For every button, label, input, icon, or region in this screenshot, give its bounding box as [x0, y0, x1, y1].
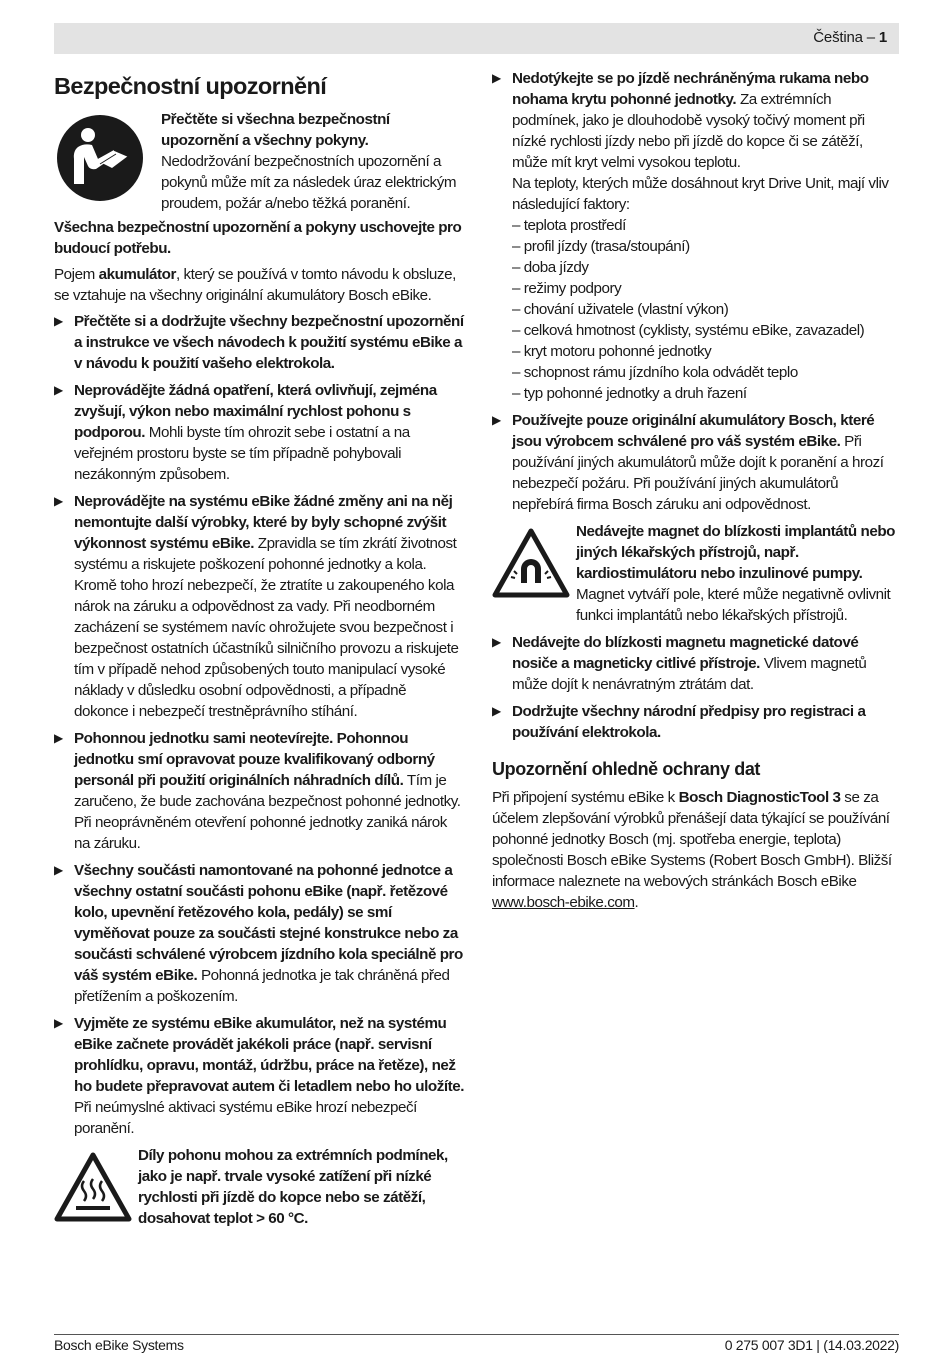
read-manual-icon — [56, 114, 144, 202]
list-item: – typ pohonné jednotky a druh řazení — [512, 383, 900, 404]
list-item: – profil jízdy (trasa/stoupání) — [512, 236, 900, 257]
intro-body: Nedodržování bezpečnostních upozornění a pokynů může mít za následek úraz elektrickým proudem, požár a/nebo těžká poranění. — [161, 153, 457, 212]
bullet-arrow-icon: ▶ — [492, 413, 501, 427]
bullet-arrow-icon: ▶ — [54, 383, 63, 397]
bullet-arrow-icon: ▶ — [492, 704, 501, 718]
bullet-arrow-icon: ▶ — [54, 494, 63, 508]
page-header — [813, 29, 887, 46]
intro-bold: Přečtěte si všechna bezpečnostní upozornění a všechny pokyny. — [161, 111, 390, 149]
magnet-warning-text: Nedávejte magnet do blízkosti implantátů nebo jiných lékařských přístrojů, např. kardiostimulátoru nebo inzulinové pumpy. Magnet vytváří pole, které může negativně ovlivnit funkci implantátů nebo lékařských přístrojů. — [576, 523, 895, 624]
safety-bullet: ▶ Dodržujte všechny národní předpisy pro registraci a používání elektrokola. — [492, 703, 866, 741]
bullet-arrow-icon: ▶ — [492, 71, 501, 85]
bullet-arrow-icon: ▶ — [54, 314, 63, 328]
list-item: – celková hmotnost (cyklisty, systému eBike, zavazadel) — [512, 320, 900, 341]
hot-surface-icon — [54, 1151, 132, 1223]
intro-block — [54, 109, 464, 214]
safety-bullet: ▶ Pohonnou jednotku sami neotevírejte. Pohonnou jednotku smí opravovat pouze kvalifikovaný odborný personál při použití originálních náhradních dílů. Tím je zaručeno, že bude zachována bezpečnost pohonné jednotky. Při neoprávněném otevření pohonné jednotky zaniká nárok na záruku. — [54, 730, 461, 852]
data-protection-text: Při připojení systému eBike k Bosch DiagnosticTool 3 se za účelem zlepšování výrobků přenášejí data týkající se používání pohonné jednotky Bosch (mj. spotřeba energie, teplota) společnosti Bosch eBike Systems (Robert Bosch GmbH). Bližší informace naleznete na webových stránkách Bosch eBike www.bosch-ebike.com. — [492, 789, 892, 911]
bullet-arrow-icon: ▶ — [54, 1016, 63, 1030]
intro-text — [161, 109, 461, 214]
list-item: – doba jízdy — [512, 257, 900, 278]
page-title: Bezpečnostní upozornění — [54, 73, 327, 99]
hot-surface-warning — [54, 1145, 464, 1229]
safety-bullet: ▶ Vyjměte ze systému eBike akumulátor, než na systému eBike začnete provádět jakékoli práce (např. servisní prohlídku, opravu, montáž, údržbu, práce na řetěze), než ho budete přepravovat autem či letadlem nebo ho uložíte. Při neúmyslné aktivaci systému eBike hrozí nebezpečí poranění. — [54, 1015, 464, 1137]
hot-warning-text: Díly pohonu mohou za extrémních podmínek, jako je např. trvale vysoké zatížení při nízké rychlosti při jízdě do kopce nebo se zátěží, dosahovat teplot > 60 °C. — [138, 1147, 448, 1227]
page-number: 1 — [878, 29, 887, 46]
list-item: – schopnost rámu jízdního kola odvádět teplo — [512, 362, 900, 383]
safety-bullet: ▶ Přečtěte si a dodržujte všechny bezpečnostní upozornění a instrukce ve všech návodech k použití systému eBike a v návodu k použití vašeho elektrokola. — [54, 313, 464, 372]
footer-doc-number: 0 275 007 3D1 | (14.03.2022) — [724, 1337, 899, 1353]
safety-bullet: ▶ Nedotýkejte se po jízdě nechráněnýma rukama nebo nohama krytu pohonné jednotky. Za extrémních podmínek, jako je dlouhodobě vysoký točivý moment při nízké rychlosti jízdy nebo při jízdě do kopce či se zátěží, může mít kryt velmi vysokou teplotu. Na teploty, kterých může dosáhnout kryt Drive Unit, mají vliv následující faktory: – teplota prostředí – profil jízdy (trasa/stoupání) – doba jízdy – režimy podpory – chování uživatele (vlastní výkon) – celková hmotnost (cyklisty, systému eBike, zavazadel) – kryt motoru pohonné jednotky – schopnost rámu jízdního kola odvádět teplo – typ pohonné jednotky a druh řazení — [492, 68, 900, 404]
safety-bullet: ▶ Všechny součásti namontované na pohonné jednotce a všechny ostatní součásti pohonu eBike (např. řetězové kolo, upevnění řetězového kola, pedály) se smí vyměňovat pouze za součásti stejné konstrukce nebo za součásti schválené výrobcem jízdního kola speciálně pro váš systém eBike. Pohonná jednotka je tak chráněná před přetížením a poškozením. — [54, 862, 463, 1005]
header-language: Čeština — [813, 29, 863, 46]
safety-bullet: ▶ Nedávejte do blízkosti magnetu magnetické datové nosiče a magneticky citlivé přístroje. Vlivem magnetů může dojít k nenávratným ztrátám dat. — [492, 634, 867, 693]
list-item: – chování uživatele (vlastní výkon) — [512, 299, 900, 320]
keep-instructions: Všechna bezpečnostní upozornění a pokyny uschovejte pro budoucí potřebu. — [54, 219, 462, 257]
battery-term: Pojem akumulátor, který se používá v tomto návodu k obsluze, se vztahuje na všechny originální akumulátory Bosch eBike. — [54, 266, 456, 304]
list-item: – teplota prostředí — [512, 215, 900, 236]
data-protection-title: Upozornění ohledně ochrany dat — [492, 759, 761, 779]
magnet-warning — [492, 521, 900, 626]
safety-bullet: ▶ Používejte pouze originální akumulátory Bosch, které jsou výrobcem schválené pro váš systém eBike. Při používání jiných akumulátorů může dojít k poranění a hrozí nebezpečí požáru. Při používání jiných akumulátorů nepřebírá firma Bosch záruku ani odpovědnost. — [492, 412, 884, 513]
bullet-arrow-icon: ▶ — [54, 863, 63, 877]
footer-company: Bosch eBike Systems — [54, 1337, 184, 1353]
list-item: – režimy podpory — [512, 278, 900, 299]
left-column — [54, 68, 464, 1235]
magnet-warning-icon — [492, 527, 570, 599]
bosch-ebike-link[interactable]: www.bosch-ebike.com — [492, 894, 635, 911]
footer-divider — [54, 1334, 899, 1335]
header-bar — [54, 23, 899, 54]
bullet-arrow-icon: ▶ — [54, 731, 63, 745]
list-item: – kryt motoru pohonné jednotky — [512, 341, 900, 362]
safety-bullet: ▶ Neprovádějte žádná opatření, která ovlivňují, zejména zvyšují, výkon nebo maximální rychlost pohonu s podporou. Mohli byste tím ohrozit sebe i ostatní a na veřejném prostoru byste se tím případně pohybovali nezákonným způsobem. — [54, 382, 437, 483]
factors-intro: Na teploty, kterých může dosáhnout kryt Drive Unit, mají vliv následující faktory: — [512, 175, 889, 213]
safety-bullet: ▶ Neprovádějte na systému eBike žádné změny ani na něj nemontujte další výrobky, které by byly schopné zvýšit výkonnost systému eBike. Zpravidla se tím zkrátí životnost systému a riskujete poškození pohonné jednotky a kola. Kromě toho hrozí nebezpečí, že ztratíte u zakoupeného kola nárok na záruku a odpovědnost za vady. Při neodborném zacházení se systémem navíc ohrožujete svou bezpečnost i bezpečnost ostatních účastníků silničního provozu a riskujete tím v případě nehod způsobených touto manipulací vysoké náklady v důsledku osobní odpovědnosti, a případně dokonce i nebezpečí trestněprávního stíhání. — [54, 493, 459, 720]
right-column — [492, 68, 900, 918]
factor-list — [512, 215, 900, 404]
bullet-arrow-icon: ▶ — [492, 635, 501, 649]
header-separator: – — [862, 29, 879, 46]
